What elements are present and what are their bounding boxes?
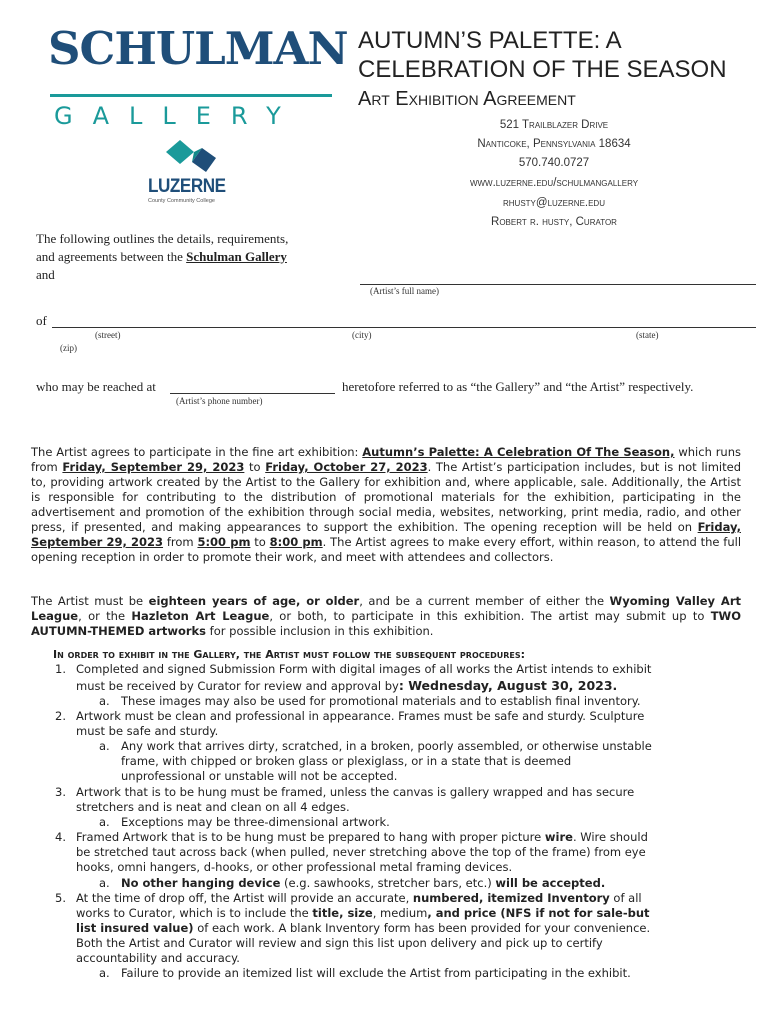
item-3-number: 3. (55, 785, 66, 799)
item-3-line-2: stretchers and is neat and clean on all 4 edges. (76, 800, 350, 814)
item-5-price: , and price (NFS if not for sale-but (427, 906, 650, 920)
item-4-text-a: Framed Artwork that is to be hung must be prepared to hang with proper picture (76, 830, 545, 844)
item-3a-text: Exceptions may be three-dimensional artwork. (121, 815, 390, 829)
item-5-text-d: works to Curator, which is to include the (76, 906, 313, 920)
p2-text-d: , or both, to participate in this exhibition. The artist may submit up to (269, 609, 711, 623)
item-4-line-3: hooks, omni hangers, d-hooks, or other professional metal framing devices. (76, 860, 513, 874)
logo-luzerne-word: LUZERNE (148, 176, 226, 197)
of-label: of (36, 313, 47, 328)
intro-line-3: and (36, 267, 55, 282)
eligibility-paragraph (31, 594, 741, 639)
p1-text-c: to (244, 460, 266, 474)
zip-label: (zip) (60, 343, 77, 353)
p1-start-date: Friday, September 29, 2023 (62, 460, 245, 474)
artist-name-label: (Artist’s full name) (370, 286, 439, 296)
p1-text-e: from (163, 535, 198, 549)
luzerne-mark-icon (162, 138, 232, 178)
p2-hal: Hazleton Art League (131, 609, 270, 623)
item-2-line-2: must be safe and sturdy. (76, 724, 219, 738)
p1-text-a: The Artist agrees to participate in the fine art exhibition: (31, 445, 363, 459)
item-2a-line-2: frame, with chipped or broken glass or plexiglass, or in a state that is deemed (121, 754, 572, 768)
contact-address: 521 Trailblazer Drive (499, 119, 609, 131)
item-5-text-c: of all (609, 891, 642, 905)
item-1-line-2 (76, 678, 617, 694)
item-1-line-1: Completed and signed Submission Form with digital images of all works the Artist intends to exhibit (76, 662, 652, 676)
intro-gallery-name: Schulman Gallery (186, 249, 287, 264)
item-4a-letter: a. (99, 876, 110, 890)
reached-label: who may be reached at (36, 379, 156, 394)
item-3-line-1: Artwork that is to be hung must be framed, unless the canvas is gallery wrapped and has secure (76, 785, 635, 799)
item-4-wire: wire (544, 830, 573, 844)
p1-text-b: which runs from (31, 445, 742, 474)
intro-line-1: The following outlines the details, requirements, (36, 231, 289, 246)
phone-field[interactable] (170, 393, 335, 394)
item-5-insured: list insured value) (76, 921, 194, 935)
item-5-inventory: numbered, itemized Inventory (412, 891, 610, 905)
p1-end-date: Friday, October 27, 2023 (265, 460, 428, 474)
contact-phone: 570.740.0727 (518, 157, 590, 169)
item-5-line-5: accountability and accuracy. (76, 951, 240, 965)
item-4-number: 4. (55, 830, 66, 844)
item-5-line-2 (76, 906, 650, 921)
p1-text-f: to (250, 535, 270, 549)
item-4a-bold-a: No other hanging device (121, 876, 281, 890)
item-5-line-4: Both the Artist and Curator will review and sign this list upon delivery and pick up to certify (76, 936, 603, 950)
item-5-text-a: At the time of drop off, the Artist will provide an accurate, (76, 891, 413, 905)
item-1-deadline: : Wednesday, August 30, 2023. (398, 678, 618, 693)
participation-paragraph (31, 445, 741, 565)
city-label: (city) (352, 330, 372, 340)
logo-luzerne-sub: County Community College (148, 198, 215, 204)
procedures-heading: In order to exhibit in the Gallery, the Artist must follow the subsequent procedures: (53, 648, 526, 661)
item-4-text-c: . Wire should (572, 830, 648, 844)
state-label: (state) (636, 330, 659, 340)
schulman-gallery-logo (48, 22, 348, 130)
logo-schulman-word: SCHULMAN (48, 22, 348, 75)
item-1-number: 1. (55, 662, 66, 676)
item-5-title-size: title, size (312, 906, 373, 920)
item-2a-line-1: Any work that arrives dirty, scratched, in a broken, poorly assembled, or otherwise unstable (121, 739, 652, 753)
artist-name-field[interactable] (360, 284, 756, 285)
item-5-number: 5. (55, 891, 66, 905)
item-3a-letter: a. (99, 815, 110, 829)
item-2-line-1: Artwork must be clean and professional in appearance. Frames must be safe and sturdy. Sculpture (76, 709, 645, 723)
item-2a-letter: a. (99, 739, 110, 753)
item-5-line-3 (76, 921, 650, 936)
exhibition-title: AUTUMN’S PALETTE: A CELEBRATION OF THE SEASON (358, 27, 727, 83)
intro-text: and agreements between the (36, 249, 187, 264)
p1-text-g: . The Artist agrees to make every effort, within reason, to attend the full opening reception in order to promote their work, and meet with attendees and collectors. (31, 535, 742, 564)
item-1-text: must be received by Curator for review and approval by (76, 679, 399, 693)
item-4a-text-b: (e.g. sawhooks, stretcher bars, etc.) (280, 876, 496, 890)
p1-end-time: 8:00 pm (269, 535, 323, 549)
p2-text-a: The Artist must be (31, 594, 149, 608)
p2-text-b: , and be a current member of either the (359, 594, 610, 608)
intro-line-2 (36, 249, 287, 265)
item-5-medium: , medium (372, 906, 428, 920)
p2-text-c: , or the (78, 609, 132, 623)
contact-website[interactable]: www.luzerne.edu/schulmangallery (469, 177, 639, 189)
item-4-line-2: be stretched taut across back (when pulled, never stretching above the top of the frame) from eye (76, 845, 646, 859)
logo-rule (50, 94, 332, 97)
item-4a-bold-c: will be accepted. (495, 876, 606, 890)
p1-start-time: 5:00 pm (197, 535, 251, 549)
item-4a-text (121, 876, 605, 891)
p2-wval: Wyoming Valley Art League (31, 594, 741, 623)
contact-email[interactable]: rhusty@luzerne.edu (503, 197, 605, 209)
luzerne-logo (148, 138, 238, 210)
address-field[interactable] (52, 327, 756, 328)
item-1a-text: These images may also be used for promotional materials and to establish final inventory. (121, 694, 641, 708)
item-2a-line-3: unprofessional or unstable will not be accepted. (121, 769, 398, 783)
p2-two: TWO AUTUMN-THEMED artworks (31, 609, 741, 638)
item-5-line-1 (76, 891, 642, 906)
item-5-text-e: of each work. A blank Inventory form has been provided for your convenience. (193, 921, 651, 935)
phone-label: (Artist’s phone number) (176, 396, 263, 406)
item-5a-letter: a. (99, 966, 110, 980)
p2-age: eighteen years of age, or older (148, 594, 360, 608)
p1-exhibit-name: Autumn’s Palette: A Celebration Of The Season, (362, 445, 675, 459)
contact-city: Nanticoke, Pennsylvania 18634 (477, 138, 631, 150)
item-4-line-1 (76, 830, 648, 845)
street-label: (street) (95, 330, 121, 340)
item-1a-letter: a. (99, 694, 110, 708)
item-2-number: 2. (55, 709, 66, 723)
p2-text-e: for possible inclusion in this exhibition. (206, 624, 434, 638)
p1-reception-date: Friday, September 29, 2023 (31, 520, 741, 549)
contact-curator: Robert r. husty, Curator (491, 216, 617, 228)
p1-text-d: . The Artist’s participation includes, but is not limited to, providing artwork created by the Artist to the Gallery for exhibition and, where applicable, sale. Additionally, the Artist is responsible for contributing to the distribution of promotional materials for the exhibition, participating in the advertisement and promotion of the exhibition through social media, websites, networking, print media, radio, and other press, if presented, and making appearances to support the exhibition. The opening reception will be held on (31, 460, 741, 534)
item-5a-text: Failure to provide an itemized list will exclude the Artist from participating in the exhibit. (121, 966, 631, 980)
agreement-subtitle: Art Exhibition Agreement (358, 88, 576, 110)
logo-gallery-word: GALLERY (54, 102, 301, 130)
heretofore-text: heretofore referred to as “the Gallery” and “the Artist” respectively. (342, 379, 694, 394)
